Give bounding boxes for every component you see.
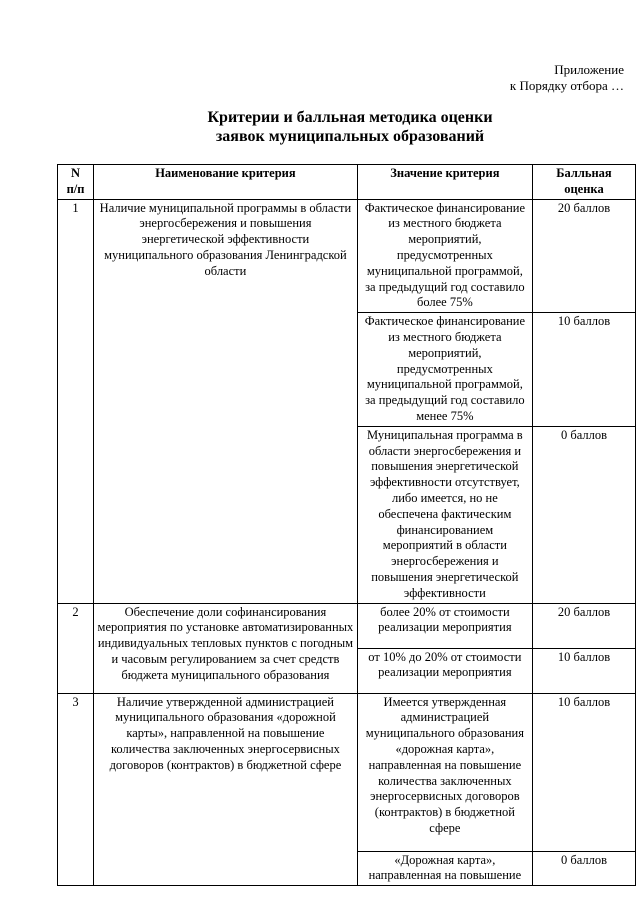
- title-line-1: Критерии и балльная методика оценки: [207, 109, 493, 126]
- header-number: [58, 165, 94, 200]
- criterion-score: 10 баллов: [532, 693, 635, 851]
- criterion-score: 0 баллов: [532, 426, 635, 603]
- criterion-number: 3: [58, 693, 94, 886]
- appendix-line-1: Приложение: [554, 62, 624, 77]
- criterion-number: 1: [58, 199, 94, 603]
- header-criterion-name: Наименование критерия: [94, 165, 358, 200]
- appendix-line-2: к Порядку отбора …: [509, 78, 624, 93]
- table-header-row: [58, 165, 636, 200]
- header-score: [532, 165, 635, 200]
- criterion-value: более 20% от стоимости реализации мероприятия: [357, 603, 532, 648]
- criterion-value: Муниципальная программа в области энергосбережения и повышения энергетической эффективности отсутствует, либо имеется, но не обеспечена фактическим финансированием мероприятий в области энергосбережения и повышения энергетической эффективности: [357, 426, 532, 603]
- criterion-score: 10 баллов: [532, 313, 635, 427]
- criterion-name: Наличие муниципальной программы в области энергосбережения и повышения энергетической эффективности муниципального образования Ленинградской области: [94, 199, 358, 603]
- header-number-line-1: N: [71, 166, 81, 180]
- criterion-name: Обеспечение доли софинансирования мероприятия по установке автоматизированных индивидуальных тепловых пунктов с погодным и часовым регулированием за счет средств бюджета муниципального образования: [94, 603, 358, 693]
- table-row: [58, 603, 636, 648]
- table-row: [58, 693, 636, 851]
- header-criterion-value: Значение критерия: [357, 165, 532, 200]
- criterion-value: Фактическое финансирование из местного бюджета мероприятий, предусмотренных муниципальной программой, за предыдущий год составило менее 75%: [357, 313, 532, 427]
- header-number-line-2: п/п: [66, 181, 85, 196]
- criterion-score: 20 баллов: [532, 603, 635, 648]
- header-score-line-1: Балльная: [556, 166, 612, 180]
- header-score-line-2: оценка: [564, 181, 604, 196]
- title-line-2: заявок муниципальных образований: [215, 128, 485, 145]
- criterion-score: 0 баллов: [532, 851, 635, 886]
- criterion-number: 2: [58, 603, 94, 693]
- criterion-value: Фактическое финансирование из местного бюджета мероприятий, предусмотренных муниципальной программой, за предыдущий год составило более 75%: [357, 199, 532, 313]
- criterion-value: «Дорожная карта», направленная на повышение: [357, 851, 532, 886]
- criterion-score: 20 баллов: [532, 199, 635, 313]
- document-title: [0, 108, 640, 146]
- criteria-table: [57, 164, 636, 886]
- criterion-name: Наличие утвержденной администрацией муниципального образования «дорожной карты», направленной на повышение количества заключенных энергосервисных договоров (контрактов) в бюджетной сфере: [94, 693, 358, 886]
- criterion-value: Имеется утвержденная администрацией муниципального образования «дорожная карта», направленная на повышение количества заключенных энергосервисных договоров (контрактов) в бюджетной сфере: [357, 693, 532, 851]
- criterion-score: 10 баллов: [532, 648, 635, 693]
- table-row: [58, 199, 636, 313]
- appendix-note: [510, 62, 624, 94]
- criterion-value: от 10% до 20% от стоимости реализации мероприятия: [357, 648, 532, 693]
